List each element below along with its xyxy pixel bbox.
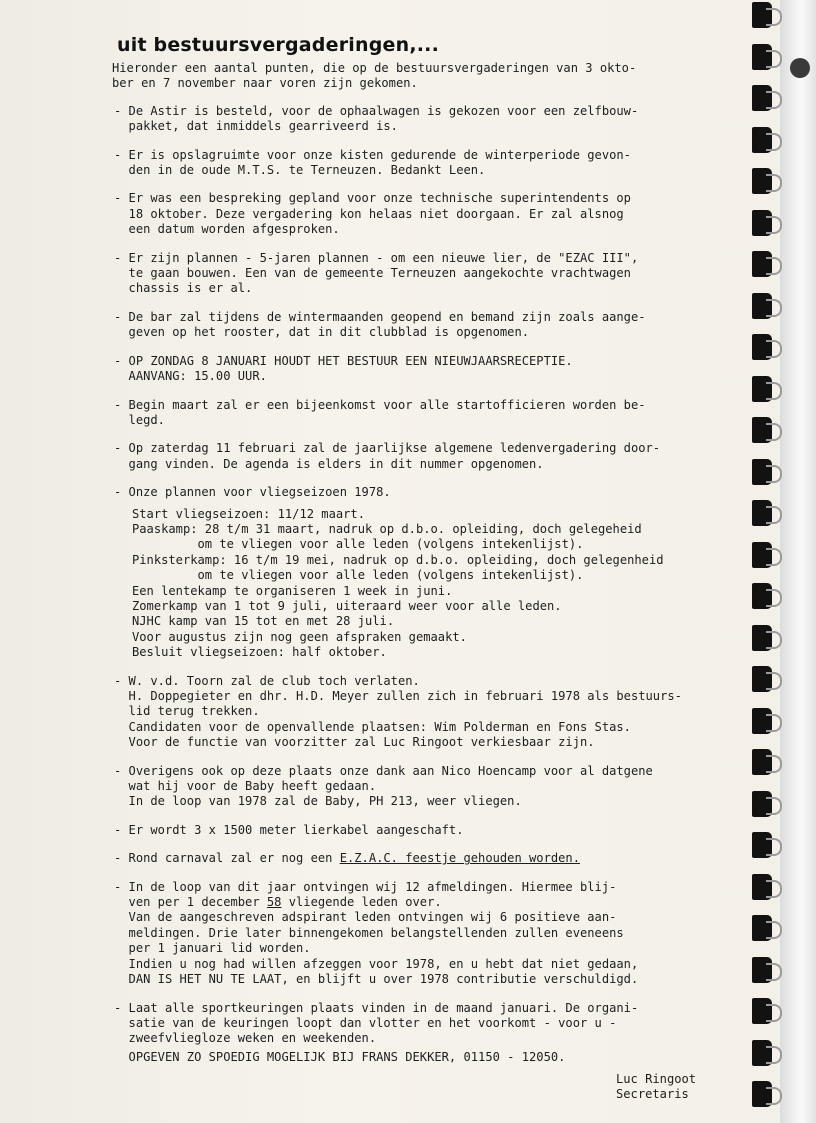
list-item: - Er is opslagruimte voor onze kisten gedurende de winterperiode gevon- den in de oude M.T.S. te Terneuzen. Bedankt Leen. xyxy=(114,147,631,178)
plans-heading: - Onze plannen voor vliegseizoen 1978. xyxy=(114,485,391,500)
signature-name: Luc Ringoot xyxy=(616,1072,697,1086)
binder-ring xyxy=(752,210,772,236)
board-changes: - W. v.d. Toorn zal de club toch verlaten. H. Doppegieter en dhr. H.D. Meyer zullen zich in februari 1978 als bestuurs- lid terug trekken. Candidaten voor de openvallende plaatsen: Wim Polderman en Fons Stas. Voor de functie van voorzitter zal Luc Ringoot verkiesbaar zijn. xyxy=(114,673,682,750)
binder-ring xyxy=(752,749,772,775)
carnaval-underlined: E.Z.A.C. feestje gehouden worden. xyxy=(339,851,580,866)
list-item: - De Astir is besteld, voor de ophaalwagen is gekozen voor een zelfbouw- pakket, dat inmiddels gearriveerd is. xyxy=(114,103,639,134)
binder-ring xyxy=(752,44,772,70)
members-text-2: vliegende leden over. Van de aangeschreven adspirant leden ontvingen wij 6 positieve aan- meldingen. Drie later binnengekomen belangstellenden zullen eveneens per 1 januari lid worden. Indien u nog had willen afzeggen voor 1978, en u hebt dat niet gedaan, DAN IS HET NU TE LAAT, en blijft u over 1978 contributie verschuldigd. xyxy=(128,895,639,987)
list-item: - De bar zal tijdens de wintermaanden geopend en bemand zijn zoals aange- geven op het rooster, dat in dit clubblad is opgenomen. xyxy=(114,309,646,340)
list-item: - Er zijn plannen - 5-jaren plannen - om een nieuwe lier, de "EZAC III", te gaan bouwen. Een van de gemeente Terneuzen aangekochte vrachtwagen chassis is er al. xyxy=(114,250,639,296)
article-title: uit bestuursvergaderingen,... xyxy=(117,34,439,56)
signature xyxy=(616,1072,696,1103)
binder-ring xyxy=(752,915,772,941)
binder-ring xyxy=(752,625,772,651)
carnaval-item xyxy=(114,851,712,866)
binder-ring xyxy=(752,998,772,1024)
members-paragraph xyxy=(114,880,712,988)
binder-ring xyxy=(752,2,772,28)
binder-ring xyxy=(752,708,772,734)
members-text-1: - In de loop van dit jaar ontvingen wij 12 afmeldingen. Hiermee blij- ven per 1 december xyxy=(114,879,617,910)
binder-ring xyxy=(752,417,772,443)
binder-ring xyxy=(752,874,772,900)
binder-ring xyxy=(752,542,772,568)
binder-ring xyxy=(752,666,772,692)
carnaval-text: - Rond carnaval zal er nog een xyxy=(114,851,340,866)
cable-item: - Er wordt 3 x 1500 meter lierkabel aangeschaft. xyxy=(114,822,464,837)
plans-list: Start vliegseizoen: 11/12 maart. Paaskamp: 28 t/m 31 maart, nadruk op d.b.o. opleiding, doch gelegeheid om te vliegen voor alle leden (volgens intekenlijst). Pinksterkamp: 16 t/m 19 mei, nadruk op d.b.o. opleiding, doch gelegenheid om te vliegen voor alle leden (volgens intekenlijst). Een lentekamp te organiseren 1 week in juni. Zomerkamp van 1 tot 9 juli, uiteraard weer voor alle leden. NJHC kamp van 15 tot en met 28 juli. Voor augustus zijn nog geen afspraken gemaakt. Besluit vliegseizoen: half oktober. xyxy=(132,506,664,660)
binder-ring xyxy=(752,251,772,277)
binder-ring xyxy=(752,500,772,526)
list-item: - Er was een bespreking gepland voor onze technische superintendents op 18 oktober. Deze vergadering kon helaas niet doorgaan. Er zal alsnog een datum worden afgesproken. xyxy=(114,191,631,237)
binder-ring xyxy=(752,334,772,360)
binder-ring xyxy=(752,791,772,817)
spiral-binding xyxy=(746,0,816,1123)
binder-ring xyxy=(752,293,772,319)
binder-ring xyxy=(752,127,772,153)
keuring-paragraph: - Laat alle sportkeuringen plaats vinden in de maand januari. De organi- satie van de keuringen loopt dan vlotter en het voorkomt - voor u - zweefvliegloze weken en weekenden. xyxy=(114,1000,639,1046)
binder-ring xyxy=(752,85,772,111)
binder-ring xyxy=(752,168,772,194)
signature-role: Secretaris xyxy=(616,1087,689,1102)
binder-ring xyxy=(752,957,772,983)
article xyxy=(112,34,712,1078)
list-item: - OP ZONDAG 8 JANUARI HOUDT HET BESTUUR EEN NIEUWJAARSRECEPTIE. AANVANG: 15.00 UUR. xyxy=(114,353,573,384)
binder-ring xyxy=(752,832,772,858)
binder-ring xyxy=(752,1081,772,1107)
list-item: - Op zaterdag 11 februari zal de jaarlijkse algemene ledenvergadering door- gang vinden. De agenda is elders in dit nummer opgenomen. xyxy=(114,441,661,471)
intro-paragraph: Hieronder een aantal punten, die op de bestuursvergaderingen van 3 okto- ber en 7 november naar voren zijn gekomen. xyxy=(112,61,637,91)
binder-ring xyxy=(752,583,772,609)
binder-ring xyxy=(752,459,772,485)
baby-paragraph: - Overigens ook op deze plaats onze dank aan Nico Hoencamp voor al datgene wat hij voor de Baby heeft gedaan. In de loop van 1978 zal de Baby, PH 213, weer vliegen. xyxy=(114,763,653,809)
members-count: 58 xyxy=(266,895,282,910)
opgeven-line: OPGEVEN ZO SPOEDIG MOGELIJK BIJ FRANS DEKKER, 01150 - 12050. xyxy=(114,1049,566,1064)
list-item: - Begin maart zal er een bijeenkomst voor alle startofficieren worden be- legd. xyxy=(114,397,646,427)
binder-ring xyxy=(752,376,772,402)
binder-ring xyxy=(752,1040,772,1066)
